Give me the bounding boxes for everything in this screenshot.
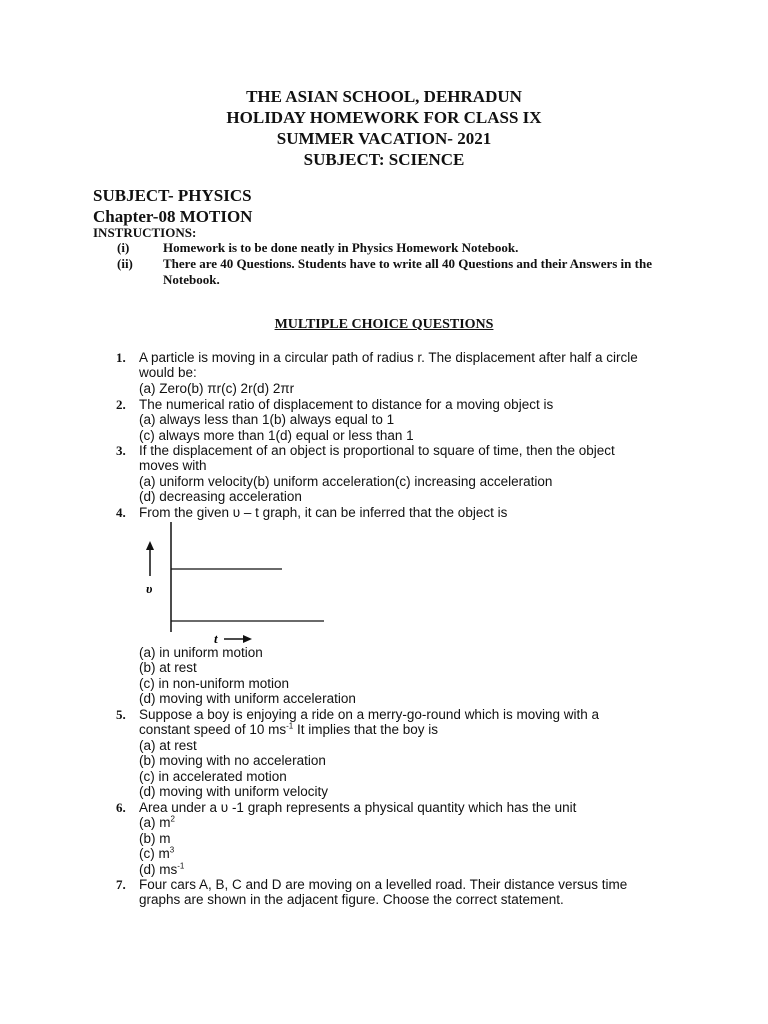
section-subject: SUBJECT- PHYSICS xyxy=(93,186,252,205)
question-text: The numerical ratio of displacement to distance for a moving object is xyxy=(139,397,554,412)
option-a: (a) at rest xyxy=(139,737,197,753)
question-text: If the displacement of an object is proportional to square of time, then the object xyxy=(139,443,615,458)
question-text: would be: xyxy=(139,365,197,381)
question-3 xyxy=(116,443,676,505)
instruction-number: (i) xyxy=(117,240,130,255)
instruction-number: (ii) xyxy=(117,256,133,271)
question-options: (c) always more than 1(d) equal or less than 1 xyxy=(139,427,414,443)
question-options: (a) Zero(b) πr(c) 2r(d) 2πr xyxy=(139,380,295,396)
question-text: Area under a υ -1 graph represents a physical quantity which has the unit xyxy=(139,800,577,815)
v-axis-label: υ xyxy=(146,581,153,596)
option-b: (b) at rest xyxy=(139,660,197,676)
subject-title: SUBJECT: SCIENCE xyxy=(303,150,465,169)
question-number: 4. xyxy=(116,505,126,520)
velocity-time-graph xyxy=(138,520,338,650)
vacation-title: SUMMER VACATION- 2021 xyxy=(276,129,492,148)
option-d: (d) moving with uniform acceleration xyxy=(139,691,356,707)
option-c: (c) in non-uniform motion xyxy=(139,675,290,691)
option-b: (b) moving with no acceleration xyxy=(139,753,326,769)
question-text: constant speed of 10 $ms^{-1}$ It implies that the boy is xyxy=(139,721,439,738)
question-number: 3. xyxy=(116,443,126,458)
document-header xyxy=(0,86,768,170)
option-d: (d) moving with uniform velocity xyxy=(139,784,329,800)
chapter-title: Chapter-08 MOTION xyxy=(93,207,253,226)
question-options: (d) decreasing acceleration xyxy=(139,489,302,505)
question-text: Four cars A, B, C and D are moving on a levelled road. Their distance versus time xyxy=(139,877,628,892)
question-text: A particle is moving in a circular path of radius r. The displacement after half a circle xyxy=(139,350,638,365)
t-axis-label: t xyxy=(214,631,218,646)
instruction-text: There are 40 Questions. Students have to write all 40 Questions and their Answers in the Notebook. xyxy=(163,256,652,287)
question-4 xyxy=(116,505,676,520)
question-number: 2. xyxy=(116,397,126,412)
option-b: (b) m xyxy=(139,830,171,846)
option-a: (a) in uniform motion xyxy=(139,645,263,660)
option-a: (a) $m^2$ xyxy=(139,814,175,831)
question-number: 5. xyxy=(116,707,126,722)
homework-title: HOLIDAY HOMEWORK FOR CLASS IX xyxy=(226,108,542,127)
question-number: 6. xyxy=(116,800,126,815)
option-c: (c) in accelerated motion xyxy=(139,768,287,784)
question-5 xyxy=(116,707,676,799)
option-d: (d) $ms^{-1}$ xyxy=(139,861,185,877)
option-c: (c) $m^3$ xyxy=(139,845,175,862)
up-arrow-icon xyxy=(146,541,154,550)
question-number: 7. xyxy=(116,877,126,892)
right-arrow-icon xyxy=(243,635,252,643)
instructions-title: INSTRUCTIONS: xyxy=(93,225,197,240)
question-text: moves with xyxy=(139,458,207,474)
question-7 xyxy=(116,877,676,908)
question-1 xyxy=(116,350,676,396)
question-6 xyxy=(116,800,676,877)
question-options: (a) uniform velocity(b) uniform acceleration(c) increasing acceleration xyxy=(139,473,553,489)
mcq-section-title: MULTIPLE CHOICE QUESTIONS xyxy=(274,317,494,332)
question-options: (a) always less than 1(b) always equal to 1 xyxy=(139,412,395,428)
question-text: From the given υ – t graph, it can be inferred that the object is xyxy=(139,505,508,520)
question-2 xyxy=(116,397,676,443)
question-text: graphs are shown in the adjacent figure. Choose the correct statement. xyxy=(139,892,564,908)
instruction-item xyxy=(117,240,677,256)
instruction-item xyxy=(117,256,697,287)
question-text: Suppose a boy is enjoying a ride on a merry-go-round which is moving with a xyxy=(139,707,599,722)
school-name: THE ASIAN SCHOOL, DEHRADUN xyxy=(246,87,522,106)
question-4-options xyxy=(116,645,676,707)
instruction-text: Homework is to be done neatly in Physics Homework Notebook. xyxy=(163,240,519,255)
question-number: 1. xyxy=(116,350,126,365)
